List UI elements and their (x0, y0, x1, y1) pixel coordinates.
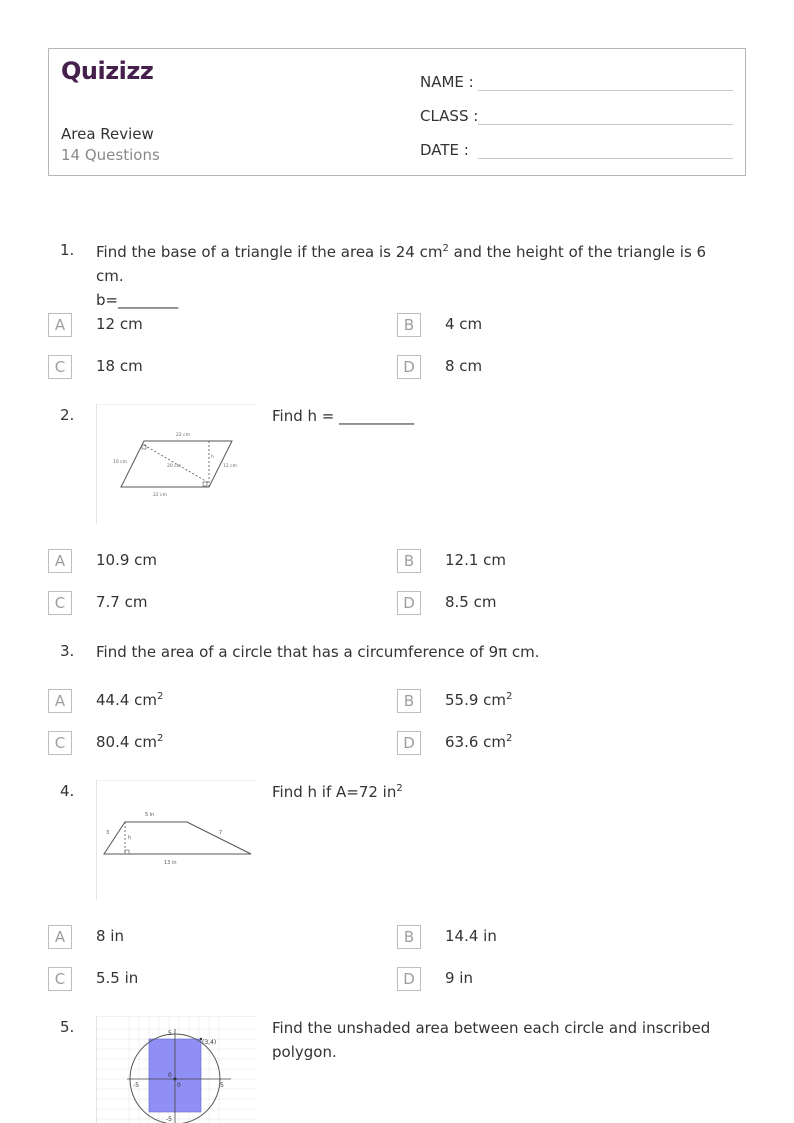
option-letter[interactable]: C (48, 967, 72, 991)
option-text[interactable]: 14.4 in (445, 927, 497, 945)
option-text[interactable] (96, 691, 163, 709)
question-text-line: Find the unshaded area between each circle and inscribed (272, 1019, 711, 1037)
superscript: 2 (506, 691, 513, 702)
option-text[interactable]: 12.1 cm (445, 551, 507, 569)
option-text[interactable]: 5.5 in (96, 969, 139, 987)
option-letter[interactable]: C (48, 731, 72, 755)
name-field[interactable] (420, 67, 733, 91)
question-text: Find the area of a circle that has a circumference of 9π cm. (96, 643, 540, 661)
option-text[interactable]: 8 in (96, 927, 124, 945)
option-letter[interactable]: D (397, 355, 421, 379)
name-line[interactable] (478, 73, 733, 91)
option-letter[interactable]: C (48, 355, 72, 379)
answer-blank: b=________ (96, 291, 179, 309)
option-text[interactable] (96, 733, 163, 751)
question-number: 1. (60, 241, 75, 259)
trapezoid-diagram (97, 781, 257, 901)
option-text[interactable] (445, 691, 512, 709)
option-letter[interactable]: A (48, 549, 72, 573)
option-text[interactable]: 12 cm (96, 315, 143, 333)
question-number: 5. (60, 1018, 75, 1036)
question-count: 14 Questions (61, 146, 160, 164)
option-value: 55.9 cm (445, 691, 507, 709)
option-letter[interactable]: A (48, 689, 72, 713)
option-text[interactable]: 10.9 cm (96, 551, 158, 569)
circle-rectangle-diagram (97, 1017, 257, 1123)
option-letter[interactable]: C (48, 591, 72, 615)
option-text[interactable]: 18 cm (96, 357, 143, 375)
label-right: 12 cm (223, 464, 238, 469)
class-line[interactable] (478, 107, 733, 125)
question-number: 2. (60, 406, 75, 424)
option-text[interactable]: 8 cm (445, 357, 483, 375)
superscript: 2 (157, 733, 164, 744)
parallelogram-diagram (97, 405, 257, 525)
label-x-right: 5 (220, 1082, 224, 1089)
option-letter[interactable]: B (397, 925, 421, 949)
option-text[interactable] (445, 733, 512, 751)
label-x-left: -5 (133, 1082, 139, 1089)
label-diagonal: 20 cm (167, 464, 182, 469)
option-text[interactable]: 9 in (445, 969, 473, 987)
superscript: 2 (157, 691, 164, 702)
label-left-side: 3 (106, 830, 110, 836)
option-letter[interactable]: B (397, 313, 421, 337)
label-h: h (128, 835, 132, 841)
date-field[interactable] (420, 135, 733, 159)
option-letter[interactable]: A (48, 925, 72, 949)
label-left: 10 cm (113, 460, 128, 465)
question-text-part: Find h if A=72 in (272, 783, 397, 801)
label-origin-a: 0 (168, 1072, 172, 1079)
option-letter[interactable]: D (397, 967, 421, 991)
label-point: (3,4) (202, 1039, 217, 1046)
class-label: CLASS : (420, 107, 479, 125)
question-number: 4. (60, 782, 75, 800)
label-bottom: 22 cm (153, 493, 168, 498)
quizizz-logo: Quizizz (61, 57, 154, 85)
quiz-title: Area Review (61, 125, 154, 143)
label-top: 22 cm (176, 433, 191, 438)
label-y-top: 5 (168, 1030, 172, 1037)
option-letter[interactable]: A (48, 313, 72, 337)
label-right-side: 7 (219, 830, 223, 836)
date-label: DATE : (420, 141, 469, 159)
option-value: 80.4 cm (96, 733, 158, 751)
worksheet-header (48, 48, 746, 176)
parallelogram-figure (96, 404, 256, 524)
question-text-part: Find the base of a triangle if the area is 24 cm (96, 243, 443, 261)
label-h: h (211, 455, 214, 460)
option-text[interactable]: 7.7 cm (96, 593, 148, 611)
date-line[interactable] (478, 141, 733, 159)
question-text-part: and the height of the triangle is 6 cm. (96, 243, 707, 285)
name-label: NAME : (420, 73, 474, 91)
superscript: 2 (442, 243, 449, 254)
circle-polygon-figure (96, 1016, 256, 1123)
option-text[interactable]: 8.5 cm (445, 593, 497, 611)
label-bottom-base: 13 in (164, 860, 177, 866)
option-letter[interactable]: B (397, 549, 421, 573)
class-field[interactable] (420, 101, 733, 125)
label-top-base: 5 in (145, 812, 155, 818)
trapezoid-figure (96, 780, 256, 900)
option-letter[interactable]: B (397, 689, 421, 713)
question-text: Find h = __________ (272, 407, 415, 425)
option-letter[interactable]: D (397, 731, 421, 755)
option-value: 63.6 cm (445, 733, 507, 751)
question-text (272, 1016, 712, 1064)
label-y-bottom: -5 (166, 1116, 172, 1123)
superscript: 2 (506, 733, 513, 744)
superscript: 2 (396, 783, 403, 794)
option-text[interactable]: 4 cm (445, 315, 483, 333)
question-text-line: polygon. (272, 1043, 337, 1061)
option-letter[interactable]: D (397, 591, 421, 615)
option-value: 44.4 cm (96, 691, 158, 709)
question-text (272, 780, 712, 804)
label-origin-b: 0 (177, 1082, 181, 1089)
question-text (96, 240, 726, 312)
question-number: 3. (60, 642, 75, 660)
